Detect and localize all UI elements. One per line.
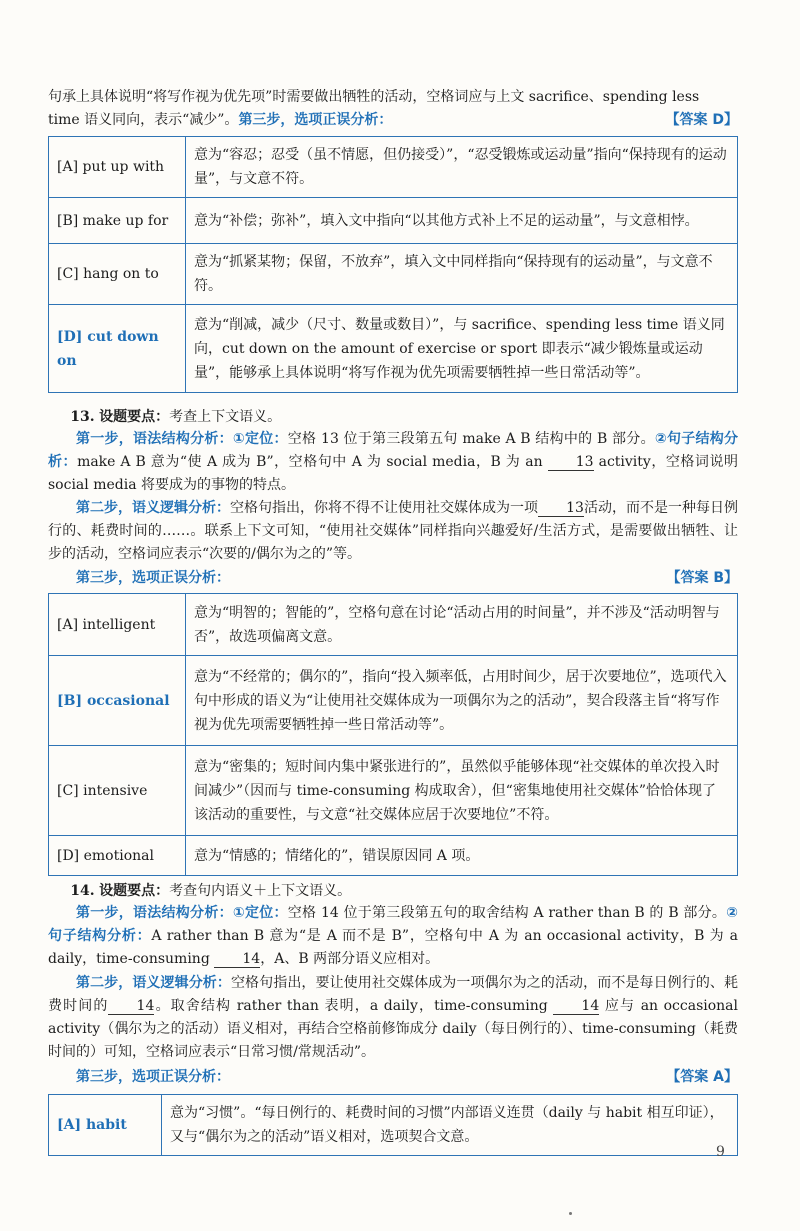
q13-step2-text-a: 空格句指出，你将不得不让使用社交媒体成为一项 (230, 500, 538, 516)
q14-step3 (48, 1066, 738, 1089)
page-number: 9 (716, 1144, 725, 1160)
blank-13-ref: 13 (538, 500, 584, 517)
option-row-correct (49, 656, 738, 746)
q14-position-text: 空格 14 位于第三段第五句的取舍结构 A rather than B 的 B 部分。 (287, 905, 727, 921)
option-explanation: 意为“容忍；忍受（虽不情愿，但仍接受）”，“忍受锻炼或运动量”指向“保持现有的运动量”，与文意不符。 (186, 137, 738, 198)
option-explanation: 意为“习惯”。“每日例行的、耗费时间的习惯”内部语义连贯（daily 与 habit 相互印证），又与“偶尔为之的活动”语义相对，选项契合文意。 (162, 1095, 738, 1156)
option-row (49, 244, 738, 305)
option-explanation: 意为“补偿；弥补”，填入文中指向“以其他方式补上不足的运动量”，与文意相悖。 (186, 198, 738, 244)
q14-step2-label: 第二步，语义逻辑分析： (76, 975, 231, 991)
q13-step1-label: 第一步，语法结构分析： (76, 431, 233, 447)
option-explanation: 意为“明智的；智能的”，空格句意在讨论“活动占用的时间量”，并不涉及“活动明智与否”，故选项偏离文意。 (186, 594, 738, 656)
q14-heading-text: 考查句内语义＋上下文语义。 (169, 883, 352, 899)
option-row (49, 198, 738, 244)
q14-structure-text-a: A rather than B 意为“是 A 而不是 B”，空格句中 A 为 an occasional activity，B 为 a daily，time-consuming (48, 928, 739, 967)
blank-14-ref-1: 14 (108, 998, 154, 1015)
option-explanation: 意为“不经常的；偶尔的”，指向“投入频率低，占用时间少，居于次要地位”，选项代入句中形成的语义为“让使用社交媒体成为一项偶尔为之的活动”，契合段落主旨“将写作视为优先项需要牺牲掉一些日常活动等”。 (186, 656, 738, 746)
answer-badge-q14: 【答案 A】 (666, 1069, 738, 1085)
q14-step2-text-b: 。取舍结构 rather than 表明，a daily，time-consuming (154, 998, 548, 1014)
option-row (49, 836, 738, 876)
option-explanation: 意为“情感的；情绪化的”，错误原因同 A 项。 (186, 836, 738, 876)
blank-13: 13 (548, 454, 594, 471)
q14-structure-text-b: ，A、B 两部分语义应相对。 (260, 951, 440, 967)
q13-step2-text-b: 活动，而不是一种每日例行的、耗费时间的……。联系上下文可知，“使用社交媒体”同样指向兴趣爱好/生活方式，是需要做出牺牲、让步的活动，空格词应表示“次要的/偶尔为之的”等。 (48, 500, 738, 562)
option-label: [D] cut down on (49, 305, 186, 393)
q14-options-table (48, 1094, 738, 1156)
q12-options-table (48, 136, 738, 393)
option-label: [B] occasional (49, 656, 186, 746)
q14-step1 (48, 902, 738, 971)
option-explanation: 意为“密集的；短时间内集中紧张进行的”，虽然似乎能够体现“社交媒体的单次投入时间减少”（因而与 time-consuming 构成取舍），但“密集地使用社交媒体”恰恰体现了该活动的重要性，与文意“社交媒体应居于次要地位”不符。 (186, 746, 738, 836)
q14-step3-label: 第三步，选项正误分析： (76, 1069, 230, 1085)
q14-step1-label: 第一步，语法结构分析： (76, 905, 233, 921)
q13-step2-label: 第二步，语义逻辑分析： (76, 500, 230, 516)
option-label: [A] intelligent (49, 594, 186, 656)
intro-line2: time 语义同向，表示“减少”。 (48, 112, 239, 128)
q13-step3 (48, 567, 738, 590)
q13-heading-text: 考查上下文语义。 (169, 409, 282, 425)
q13-step3-label: 第三步，选项正误分析： (76, 570, 230, 586)
q13-structure-label: ②句子结构分析： (48, 431, 739, 470)
q14-heading (48, 880, 738, 902)
q14-structure-label: ②句子结构分析： (48, 905, 739, 944)
answer-badge-q12: 【答案 D】 (665, 112, 738, 128)
option-label: [C] hang on to (49, 244, 186, 305)
option-row (49, 746, 738, 836)
option-label: [B] make up for (49, 198, 186, 244)
option-label: [D] emotional (49, 836, 186, 876)
option-label: [A] put up with (49, 137, 186, 198)
blank-14: 14 (214, 951, 260, 968)
option-label: [C] intensive (49, 746, 186, 836)
q14-number: 14. (70, 883, 95, 899)
answer-badge-q13: 【答案 B】 (666, 570, 738, 586)
q13-position-label: ①定位： (232, 431, 288, 447)
q14-step2 (48, 972, 738, 1064)
option-row-correct (49, 1095, 738, 1156)
q13-heading-label: 设题要点： (99, 409, 170, 425)
q13-number: 13. (70, 409, 95, 425)
q13-step1 (48, 428, 738, 497)
q13-heading (48, 406, 738, 428)
q13-structure-text-b: activity，空格词说明 social media 将要成为的事物的特点。 (48, 454, 738, 493)
option-row (49, 137, 738, 198)
q14-position-label: ①定位： (232, 905, 288, 921)
intro-step3-label: 第三步，选项正误分析： (238, 112, 393, 128)
intro-line1: 句承上具体说明“将写作视为优先项”时需要做出牺牲的活动，空格词应与上文 sacrifice、spending less (48, 89, 700, 105)
option-explanation: 意为“抓紧某物；保留，不放弃”，填入文中同样指向“保持现有的运动量”，与文意不符。 (186, 244, 738, 305)
option-row (49, 594, 738, 656)
q14-heading-label: 设题要点： (99, 883, 170, 899)
q13-options-table (48, 593, 738, 876)
option-explanation: 意为“削减，减少（尺寸、数量或数目）”，与 sacrifice、spending less time 语义同向，cut down on the amount of exercise or sport 即表示“减少锻炼量或运动量”，能够承上具体说明“将写作视为优先项需要牺牲掉一些日常活动等”。 (186, 305, 738, 393)
q13-step2 (48, 497, 738, 566)
q13-position-text: 空格 13 位于第三段第五句 make A B 结构中的 B 部分。 (287, 431, 655, 447)
q13-structure-text-a: make A B 意为“使 A 成为 B”，空格句中 A 为 social media，B 为 an (77, 454, 543, 470)
option-row-correct (49, 305, 738, 393)
option-label: [A] habit (49, 1095, 162, 1156)
blank-14-ref-2: 14 (553, 998, 599, 1015)
intro-paragraph (48, 86, 738, 132)
q14-step2-text-a: 空格句指出，要让使用社交媒体成为一项偶尔为之的活动，而不是每日例行的、耗费时间的 (48, 975, 739, 1014)
q14-step2-text-c: 应与 an occasional activity（偶尔为之的活动）语义相对，再结合空格前修饰成分 daily（每日例行的）、time-consuming（耗费时间的）可知，空格词应表示“日常习惯/常规活动”。 (48, 998, 739, 1060)
scan-dot (569, 1212, 572, 1215)
